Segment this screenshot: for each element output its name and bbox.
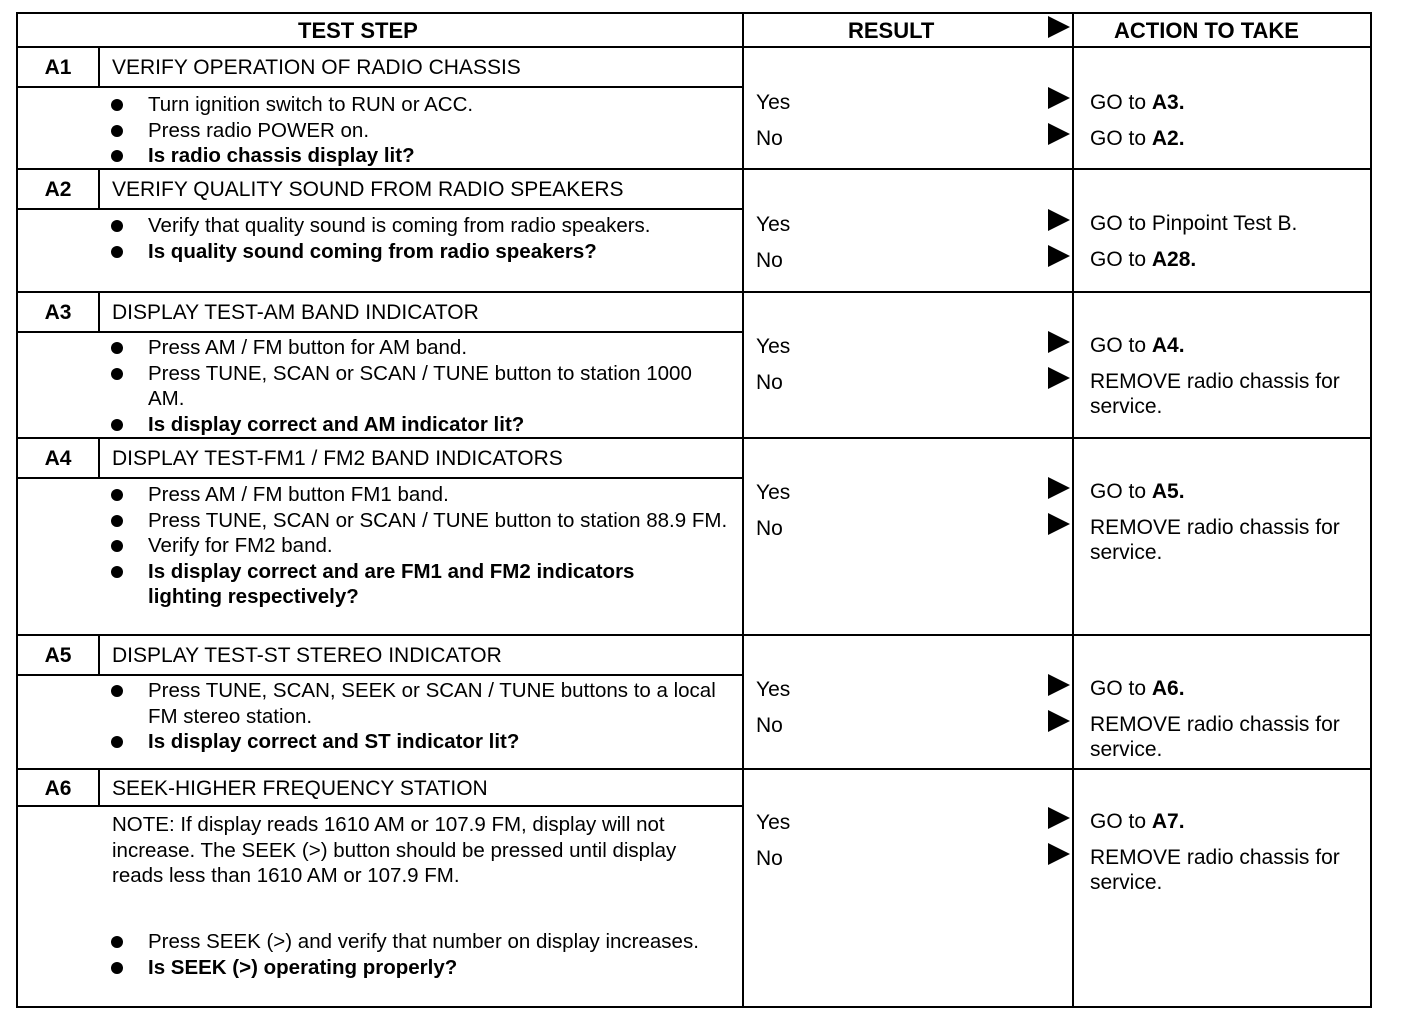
action-no: REMOVE radio chassis for service. [1090,370,1340,418]
checklist-item: Press radio POWER on. [110,118,730,144]
action-yes: GO to Pinpoint Test B. [1090,212,1298,235]
header-action: ACTION TO TAKE [1114,18,1299,43]
checklist-question: Is quality sound coming from radio speakers? [110,239,670,265]
result-yes: Yes [756,213,791,236]
bullet-icon [111,419,123,431]
table-border-bottom [16,1006,1372,1008]
checklist-item: Verify for FM2 band. [110,533,730,559]
a3-id-divider [98,293,100,331]
step-title: VERIFY QUALITY SOUND FROM RADIO SPEAKERS [112,178,624,201]
step-checklist [110,213,670,264]
step-title: VERIFY OPERATION OF RADIO CHASSIS [112,56,521,79]
result-yes: Yes [756,678,791,701]
action-yes: GO to A5. [1090,480,1185,503]
a6-title-underline [16,805,744,807]
bullet-icon [111,489,123,501]
arrow-right-icon [1048,209,1070,231]
row-divider [16,168,1372,170]
arrow-right-icon [1048,674,1070,696]
row-divider [16,634,1372,636]
action-yes: GO to A7. [1090,810,1185,833]
result-no: No [756,714,783,737]
step-id: A2 [44,178,72,201]
arrow-right-icon [1048,87,1070,109]
arrow-right-icon [1048,843,1070,865]
header-arrow-icon [1048,16,1070,38]
bullet-icon [111,342,123,354]
step-id: A4 [44,447,72,470]
checklist-item: Press TUNE, SCAN or SCAN / TUNE button to station 88.9 FM. [110,508,730,534]
bullet-icon [111,150,123,162]
step-id: A6 [44,777,72,800]
step-title: SEEK-HIGHER FREQUENCY STATION [112,777,488,800]
result-no: No [756,249,783,272]
step-id: A1 [44,56,72,79]
arrow-right-icon [1048,367,1070,389]
bullet-icon [111,99,123,111]
step-title: DISPLAY TEST-ST STEREO INDICATOR [112,644,502,667]
arrow-right-icon [1048,513,1070,535]
result-yes: Yes [756,481,791,504]
a1-id-divider [98,48,100,86]
bullet-icon [111,515,123,527]
checklist-item: Turn ignition switch to RUN or ACC. [110,92,730,118]
result-yes: Yes [756,91,791,114]
table-border-left [16,12,18,1008]
action-no: GO to A2. [1090,127,1185,150]
a4-title-underline [16,477,744,479]
result-no: No [756,371,783,394]
checklist-item: Press TUNE, SCAN or SCAN / TUNE button to station 1000 AM. [110,361,730,412]
action-no: REMOVE radio chassis for service. [1090,516,1340,564]
checklist-item: Press SEEK (>) and verify that number on display increases. [110,929,730,955]
bullet-icon [111,685,123,697]
checklist-item: Press TUNE, SCAN, SEEK or SCAN / TUNE buttons to a local FM stereo station. [110,678,730,729]
a5-id-divider [98,636,100,674]
result-no: No [756,847,783,870]
a6-id-divider [98,770,100,806]
column-divider-result [742,12,744,1008]
a1-title-underline [16,86,744,88]
action-no: REMOVE radio chassis for service. [1090,713,1340,761]
checklist-question: Is display correct and AM indicator lit? [110,412,730,438]
bullet-icon [111,736,123,748]
result-yes: Yes [756,811,791,834]
arrow-right-icon [1048,331,1070,353]
header-result: RESULT [848,18,935,43]
header-test-step: TEST STEP [298,18,418,43]
a2-title-underline [16,208,744,210]
bullet-icon [111,368,123,380]
checklist-question: Is SEEK (>) operating properly? [110,955,730,981]
step-title: DISPLAY TEST-AM BAND INDICATOR [112,301,479,324]
table-border-top [16,12,1372,14]
arrow-right-icon [1048,807,1070,829]
checklist-question: Is display correct and are FM1 and FM2 indicators lighting respectively? [110,559,648,610]
row-divider [16,437,1372,439]
action-yes: GO to A4. [1090,334,1185,357]
a4-id-divider [98,439,100,477]
step-checklist [110,929,730,980]
step-checklist [110,482,730,610]
step-note: NOTE: If display reads 1610 AM or 107.9 FM, display will not increase. The SEEK (>) button should be pressed until display reads less than 1610 AM or 107.9 FM. [112,813,677,887]
step-checklist [110,335,730,437]
result-no: No [756,517,783,540]
arrow-right-icon [1048,123,1070,145]
action-no: GO to A28. [1090,248,1197,271]
checklist-item: Press AM / FM button FM1 band. [110,482,730,508]
row-divider [16,768,1372,770]
step-id: A3 [44,301,72,324]
a3-title-underline [16,331,744,333]
step-checklist [110,678,730,755]
bullet-icon [111,566,123,578]
arrow-right-icon [1048,710,1070,732]
table-border-right [1370,12,1372,1008]
header-divider [16,46,1372,48]
arrow-right-icon [1048,477,1070,499]
row-divider [16,291,1372,293]
result-yes: Yes [756,335,791,358]
bullet-icon [111,936,123,948]
step-checklist [110,92,730,169]
bullet-icon [111,246,123,258]
bullet-icon [111,962,123,974]
bullet-icon [111,125,123,137]
result-no: No [756,127,783,150]
column-divider-action [1072,12,1074,1008]
action-yes: GO to A6. [1090,677,1185,700]
step-title: DISPLAY TEST-FM1 / FM2 BAND INDICATORS [112,447,563,470]
action-yes: GO to A3. [1090,91,1185,114]
step-id: A5 [44,644,72,667]
checklist-question: Is display correct and ST indicator lit? [110,729,730,755]
checklist-item: Press AM / FM button for AM band. [110,335,730,361]
arrow-right-icon [1048,245,1070,267]
action-no: REMOVE radio chassis for service. [1090,846,1340,894]
checklist-item: Verify that quality sound is coming from radio speakers. [110,213,670,239]
bullet-icon [111,220,123,232]
a5-title-underline [16,674,744,676]
bullet-icon [111,540,123,552]
checklist-question: Is radio chassis display lit? [110,143,730,169]
a2-id-divider [98,170,100,208]
